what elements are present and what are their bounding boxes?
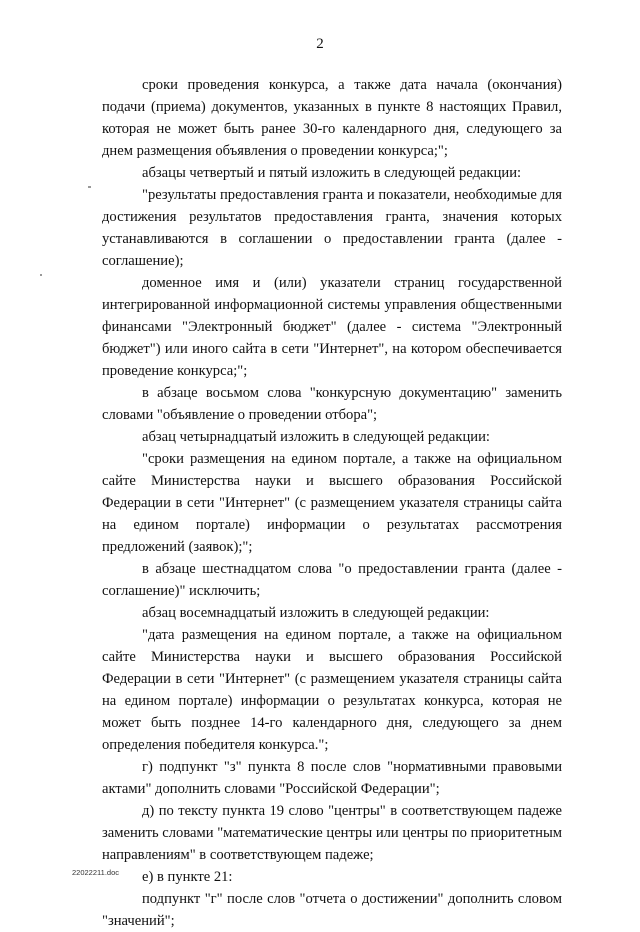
paragraph: в абзаце шестнадцатом слова "о предоставлении гранта (далее - соглашение)" исключить; [102,561,562,599]
footer-filename: 22022211.doc [72,868,119,877]
paragraph: "сроки размещения на едином портале, а также на официальном сайте Министерства науки и высшего образования Российской Федерации в сети "Интернет" (с размещением указателя страницы сайта на едином портале) информации о результатах рассмотрения предложений (заявок);"; [102,451,562,555]
paragraph: абзацы четвертый и пятый изложить в следующей редакции: [142,165,522,181]
paragraph: доменное имя и (или) указатели страниц государственной интегрированной информационной системы управления общественными финансами "Электронный бюджет" (далее - система "Электронный бюджет") или иного сайта в сети "Интернет", на котором обеспечивается проведение конкурса;"; [102,275,562,379]
document-body [102,74,562,932]
paragraph: "дата размещения на едином портале, а также на официальном сайте Министерства науки и высшего образования Российской Федерации в сети "Интернет" (с размещением указателя страницы сайта на едином портале) информации о результатах конкурса, которая не может быть позднее 14-го календарного дня, следующего за днем определения победителя конкурса."; [102,627,562,753]
paragraph: в абзаце восьмом слова "конкурсную документацию" заменить словами "объявление о проведении отбора"; [102,385,562,423]
paragraph: е) в пункте 21: [142,869,233,885]
page-number: 2 [316,36,324,52]
paragraph: г) подпункт "з" пункта 8 после слов "нормативными правовыми актами" дополнить словами "Российской Федерации"; [102,759,562,797]
margin-mark [40,274,42,276]
paragraph: д) по тексту пункта 19 слово "центры" в соответствующем падеже заменить словами "математические центры или центры по приоритетным направлениям" в соответствующем падеже; [102,803,562,863]
paragraph: "результаты предоставления гранта и показатели, необходимые для достижения результатов предоставления гранта, значения которых устанавливаются в соглашении о предоставлении гранта (далее - соглашение); [102,187,562,269]
paragraph: абзац четырнадцатый изложить в следующей редакции: [142,429,490,445]
paragraph: абзац восемнадцатый изложить в следующей редакции: [142,605,490,621]
margin-mark [88,186,91,188]
paragraph: сроки проведения конкурса, а также дата начала (окончания) подачи (приема) документов, указанных в пункте 8 настоящих Правил, которая не может быть ранее 30-го календарного дня, следующего за днем размещения объявления о проведении конкурса;"; [102,77,562,159]
paragraph: подпункт "г" после слов "отчета о достижении" дополнить словом "значений"; [102,891,562,929]
